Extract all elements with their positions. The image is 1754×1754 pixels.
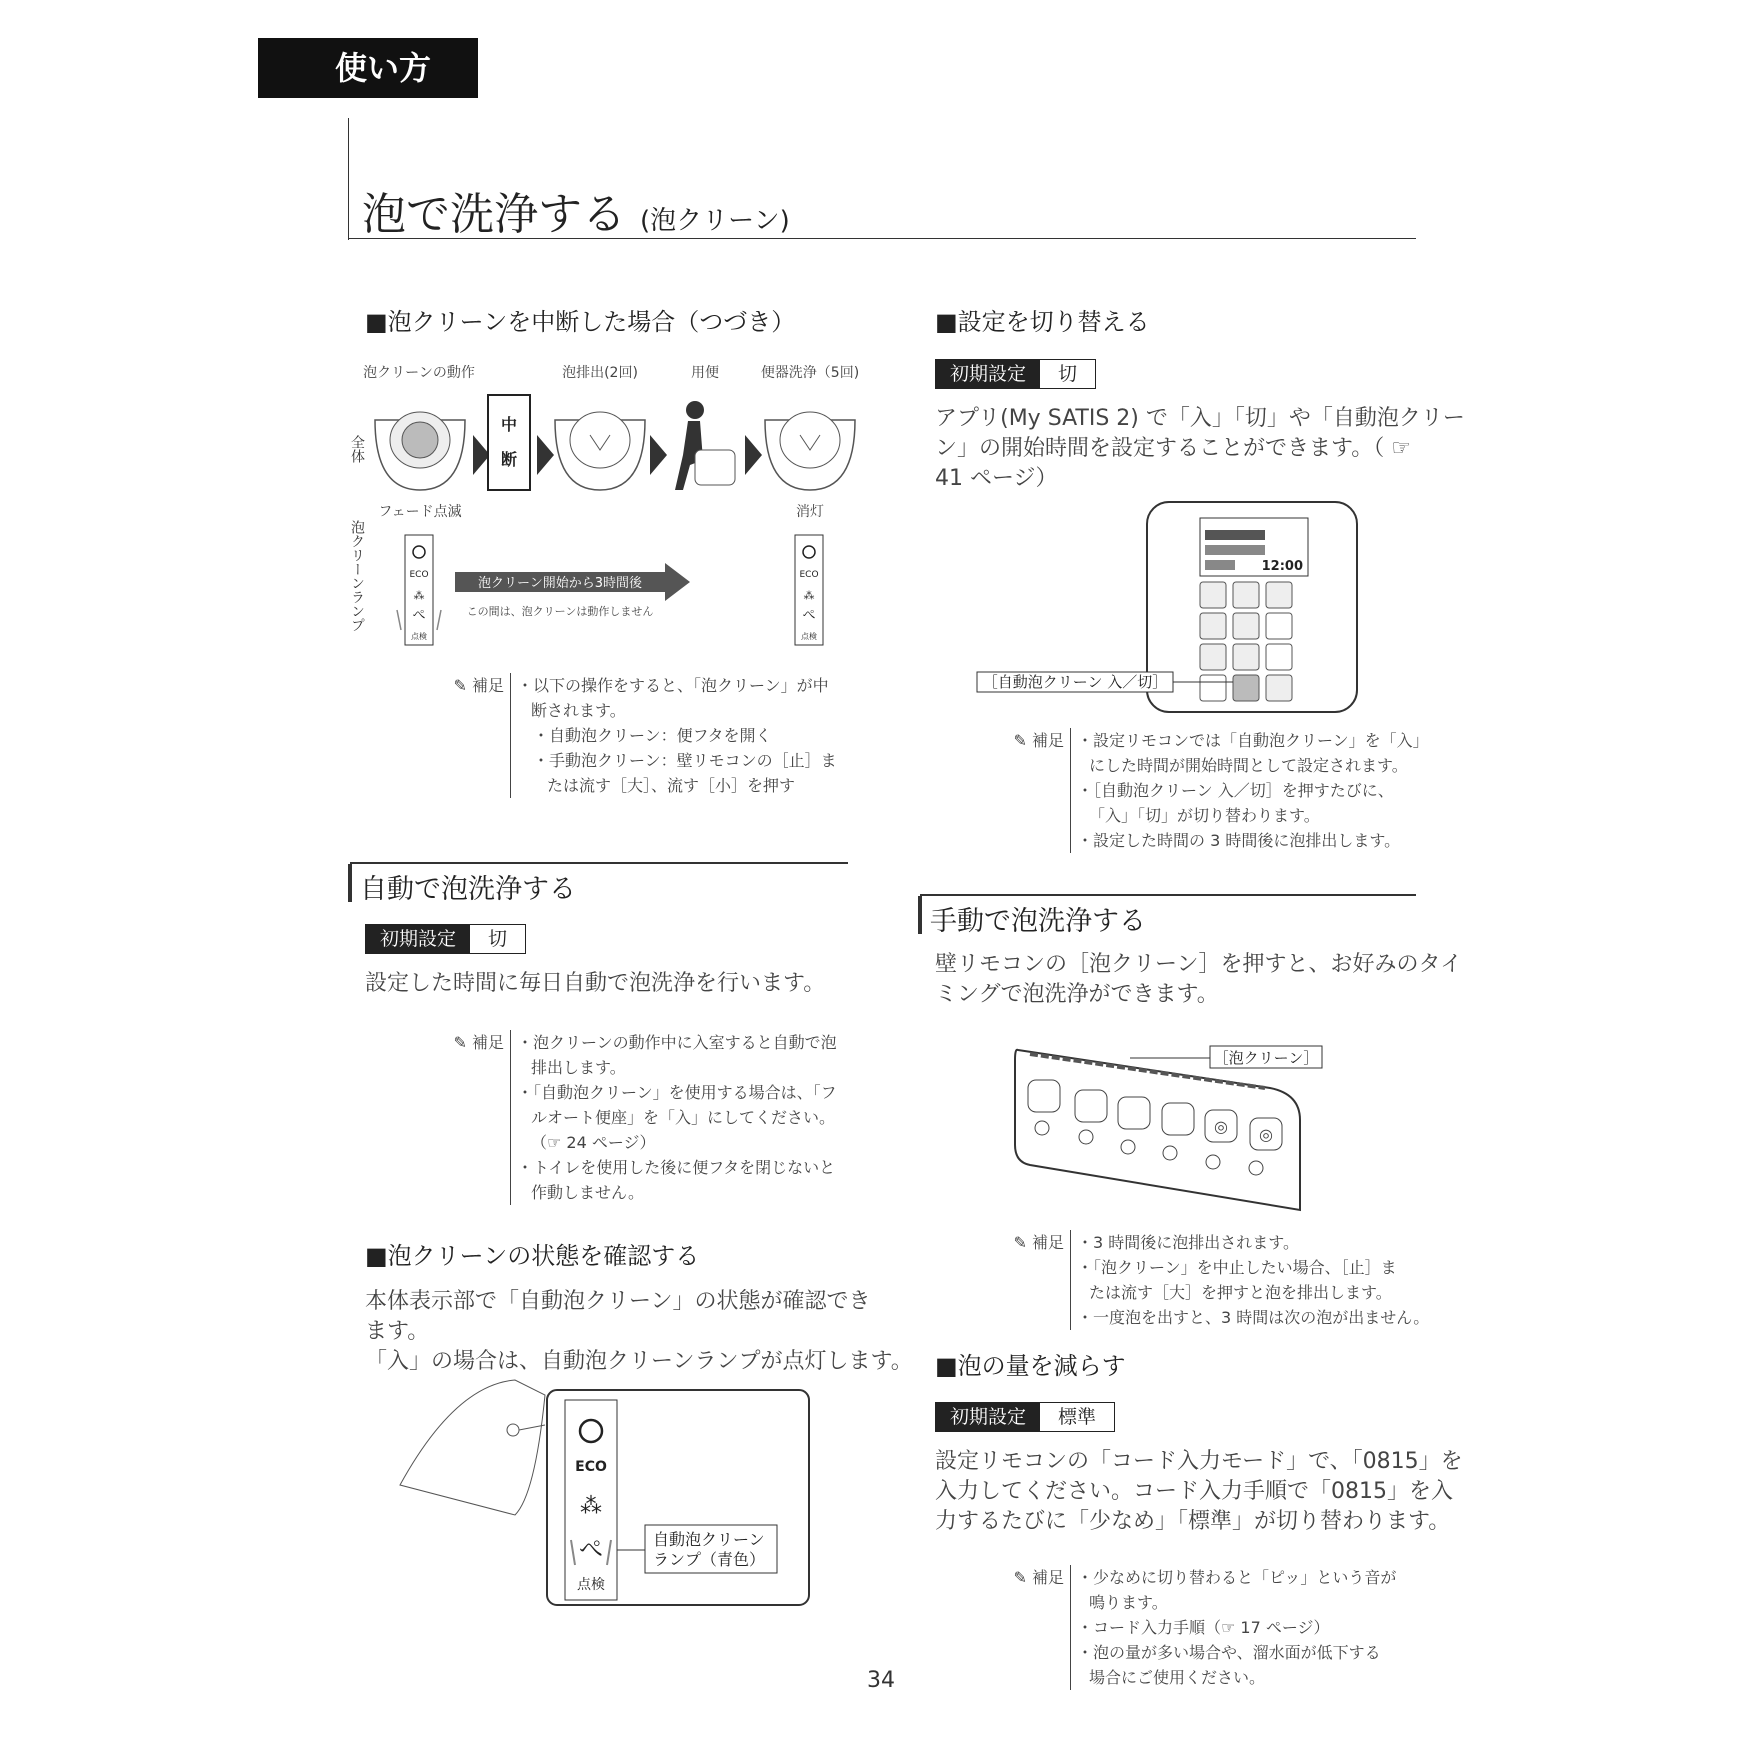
setting-key: 初期設定	[936, 360, 1040, 388]
manual-body	[935, 950, 1462, 1010]
step-arrow-icon	[745, 435, 762, 475]
note-line: 「入」「切」が切り替わります。	[1089, 806, 1320, 825]
step-arrow-icon	[537, 435, 554, 475]
wall-remote-diagram	[1010, 1040, 1325, 1220]
inspect-label: 点検	[411, 632, 427, 641]
note-line: ・設定リモコンでは「自動泡クリーン」を「入」	[1077, 731, 1429, 750]
switch-body-line: ン」の開始時間を設定することができます。（ ☞	[935, 436, 1411, 461]
status-body	[365, 1287, 913, 1377]
section-tab: 使い方	[258, 38, 478, 98]
switch-body-line: アプリ(My SATIS 2) で「入」「切」や「自動泡クリー	[935, 406, 1465, 431]
manual-body-line: ミングで泡洗浄ができます。	[935, 982, 1219, 1007]
switch-note	[1000, 728, 1429, 853]
switch-initial-setting	[935, 359, 1096, 389]
reduce-body-line: 入力してください。コード入力手順で「0815」を入	[935, 1479, 1453, 1504]
suspend-heading: ■泡クリーンを中断した場合（つづき）	[365, 308, 796, 336]
note-line: たは流す［大］、流す［小］を押す	[547, 776, 796, 795]
note-line: 場合にご使用ください。	[1089, 1668, 1266, 1687]
off-label: 消灯	[796, 504, 824, 520]
eco-icon: ECO	[799, 570, 819, 580]
setting-remote-diagram	[975, 500, 1360, 715]
suspend-diagram	[345, 355, 860, 660]
note-line: ・コード入力手順（☞ 17 ページ）	[1077, 1618, 1330, 1637]
suspend-note	[440, 673, 837, 798]
reduce-body-line: 力するたびに「少なめ」「標準」が切り替わります。	[935, 1509, 1451, 1534]
note-line: ・［自動泡クリーン 入／切］を押すたびに、	[1077, 781, 1394, 800]
note-line: （☞ 24 ページ）	[531, 1133, 656, 1152]
note-line: にした時間が開始時間として設定されます。	[1089, 756, 1408, 775]
reduce-body-line: 設定リモコンの「コード入力モード」で、「0815」を	[935, 1449, 1463, 1474]
grape-icon: ⁂	[803, 589, 815, 602]
auto-heading: 自動で泡洗浄する	[360, 874, 576, 905]
step2-label: 泡排出(2回)	[562, 365, 638, 381]
manual-heading: 手動で泡洗浄する	[930, 906, 1146, 937]
note-line: ・泡の量が多い場合や、溜水面が低下する	[1077, 1643, 1381, 1662]
bowl-icon	[375, 412, 465, 490]
note-line: ・自動泡クリーン：便フタを開く	[533, 726, 772, 745]
note-label: ✎ 補足	[1013, 1233, 1064, 1252]
reduce-initial-setting	[935, 1402, 1115, 1432]
note-line: ・少なめに切り替わると「ピッ」という音が	[1077, 1568, 1397, 1587]
pause-box	[488, 395, 530, 490]
note-label: ✎ 補足	[453, 676, 504, 695]
manual-body-line: 壁リモコンの［泡クリーン］を押すと、お好みのタイ	[935, 952, 1463, 977]
status-body-line: 本体表示部で「自動泡クリーン」の状態が確認でき	[365, 1289, 871, 1314]
toilet-body-outline	[400, 1380, 545, 1515]
note-line: 断されます。	[531, 701, 626, 720]
note-line: ・トイレを使用した後に便フタを閉じないと	[517, 1158, 836, 1177]
page-number: 34	[867, 1668, 895, 1693]
status-callout-1: 自動泡クリーン	[653, 1530, 765, 1549]
step3-label: 用便	[691, 365, 719, 381]
lamp-panel-right	[795, 535, 823, 645]
setting-key: 初期設定	[366, 925, 470, 953]
grape-icon: ⁂	[580, 1494, 602, 1519]
setting-value: 切	[488, 928, 508, 950]
note-line: 作動しません。	[531, 1183, 644, 1202]
note-line: ・泡クリーンの動作中に入室すると自動で泡	[517, 1033, 837, 1052]
arrow-label: 泡クリーン開始から3時間後	[477, 576, 643, 591]
note-line: ・3 時間後に泡排出されます。	[1077, 1233, 1299, 1252]
status-callout-2: ランプ（青色）	[653, 1550, 766, 1569]
pause-label-2: 断	[500, 450, 518, 469]
page-title-sub: (泡クリーン)	[640, 206, 790, 236]
note-line: ・設定した時間の 3 時間後に泡排出します。	[1077, 831, 1401, 850]
switch-body-line: 41 ページ）	[935, 466, 1058, 491]
note-label: ✎ 補足	[1013, 731, 1064, 750]
eco-icon: ECO	[575, 1459, 607, 1475]
arrow-note: この間は、泡クリーンは動作しません	[466, 605, 654, 618]
reduce-body	[935, 1447, 1463, 1537]
row-lamp-label: 泡クリーンランプ	[349, 520, 365, 632]
status-body-line: ます。	[365, 1319, 430, 1344]
title-vertical-rule	[348, 118, 349, 240]
person-sitting-icon	[675, 401, 735, 490]
auto-note	[440, 1030, 837, 1205]
note-line: 鳴ります。	[1089, 1593, 1168, 1612]
bowl-icon	[555, 412, 645, 490]
status-body-line: 「入」の場合は、自動泡クリーンランプが点灯します。	[365, 1349, 913, 1374]
fade-label: フェード点滅	[378, 504, 462, 520]
eco-icon: ECO	[409, 570, 429, 580]
manual-callout: ［泡クリーン］	[1213, 1049, 1319, 1067]
auto-heading-rule	[350, 862, 848, 864]
note-line: たは流す［大］を押すと泡を排出します。	[1089, 1283, 1392, 1302]
swirl-icon: ◎	[1259, 1125, 1273, 1144]
row-all-label: 全体	[349, 435, 365, 463]
grape-icon: ⁂	[413, 589, 425, 602]
auto-heading-bar	[348, 864, 352, 902]
status-diagram	[395, 1375, 815, 1610]
switch-body	[935, 404, 1465, 494]
status-heading: ■泡クリーンの状態を確認する	[365, 1242, 700, 1270]
page-title: 泡で洗浄する (泡クリーン)	[362, 189, 790, 240]
setting-key: 初期設定	[936, 1403, 1040, 1431]
note-label: ✎ 補足	[453, 1033, 504, 1052]
lamp-panel-left	[397, 535, 441, 645]
foam-icon: ぺ	[579, 1535, 603, 1563]
pause-label-1: 中	[500, 415, 518, 434]
reduce-note	[1000, 1565, 1396, 1690]
foam-icon: ぺ	[802, 608, 816, 623]
note-line: ・手動泡クリーン：壁リモコンの［止］ま	[533, 751, 837, 770]
inspect-label: 点検	[801, 632, 817, 641]
note-line: ルオート便座」を「入」にしてください。	[531, 1108, 836, 1127]
note-line: 排出します。	[531, 1058, 626, 1077]
switch-callout: ［自動泡クリーン 入／切］	[982, 673, 1168, 691]
bowl-icon	[765, 412, 855, 490]
manual-heading-rule	[920, 894, 1416, 896]
manual-heading-bar	[918, 896, 922, 934]
setting-value: 切	[1058, 363, 1078, 385]
auto-initial-setting	[365, 924, 526, 954]
note-line: ・「自動泡クリーン」を使用する場合は、「フ	[517, 1083, 837, 1102]
swirl-icon: ◎	[1214, 1117, 1228, 1136]
note-line: ・一度泡を出すと、3 時間は次の泡が出ません。	[1077, 1308, 1430, 1327]
step4-label: 便器洗浄（5回)	[760, 365, 860, 381]
switch-heading: ■設定を切り替える	[935, 308, 1150, 336]
note-line: ・「泡クリーン」を中止したい場合、［止］ま	[1077, 1258, 1397, 1277]
manual-note	[1000, 1230, 1429, 1330]
inspect-label: 点検	[577, 1577, 605, 1593]
reduce-heading: ■泡の量を減らす	[935, 1352, 1126, 1380]
note-line: ・以下の操作をすると、「泡クリーン」が中	[517, 676, 829, 695]
note-label: ✎ 補足	[1013, 1568, 1064, 1587]
remote-time: 12:00	[1261, 559, 1303, 574]
setting-value: 標準	[1058, 1406, 1097, 1428]
step-arrow-icon	[650, 435, 667, 475]
step1-label: 泡クリーンの動作	[363, 365, 475, 381]
foam-icon: ぺ	[412, 608, 426, 623]
auto-body: 設定した時間に毎日自動で泡洗浄を行います。	[365, 971, 826, 996]
